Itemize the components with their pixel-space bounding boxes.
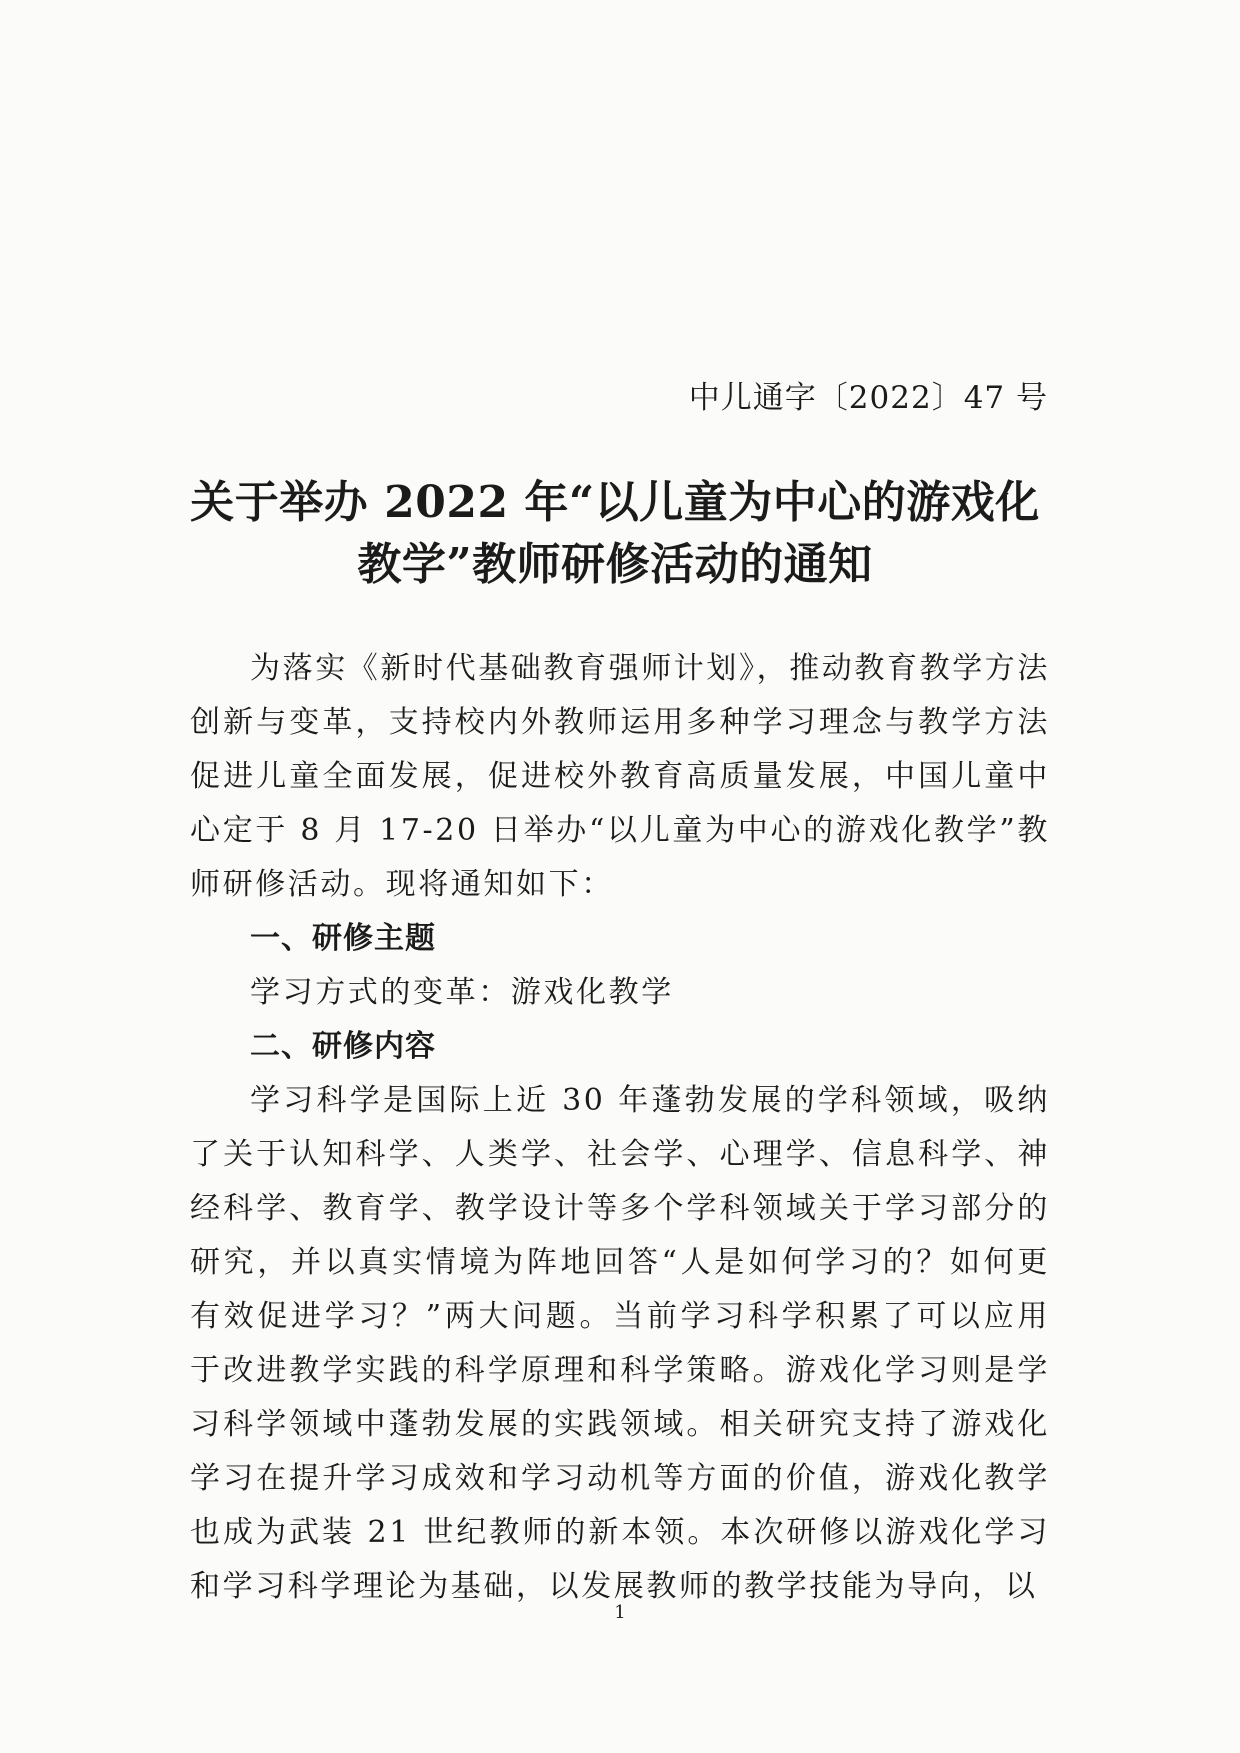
document-number: 中儿通字〔2022〕47 号 bbox=[688, 380, 1048, 416]
section-heading-theme: 一、研修主题 bbox=[250, 921, 436, 956]
document-body bbox=[190, 642, 1050, 1614]
section-text-theme: 学习方式的变革：游戏化教学 bbox=[250, 975, 674, 1010]
intro-paragraph: 为落实《新时代基础教育强师计划》，推动教育教学方法创新与变革，支持校内外教师运用多种学习理念与教学方法促进儿童全面发展，促进校外教育高质量发展，中国儿童中心定于 8 月 17-20 日举办“以儿童为中心的游戏化教学”教师研修活动。现将通知如下： bbox=[190, 651, 1050, 902]
page-number: 1 bbox=[614, 1602, 626, 1623]
section-text-content: 学习科学是国际上近 30 年蓬勃发展的学科领域，吸纳了关于认知科学、人类学、社会学、心理学、信息科学、神经科学、教育学、教学设计等多个学科领域关于学习部分的研究，并以真实情境为阵地回答“人是如何学习的？如何更有效促进学习？”两大问题。当前学习科学积累了可以应用于改进教学实践的科学原理和科学策略。游戏化学习则是学习科学领域中蓬勃发展的实践领域。相关研究支持了游戏化学习在提升学习成效和学习动机等方面的价值，游戏化教学也成为武装 21 世纪教师的新本领。本次研修以游戏化学习和学习科学理论为基础，以发展教师的教学技能为导向，以 bbox=[190, 1083, 1050, 1604]
section-heading-content: 二、研修内容 bbox=[250, 1029, 436, 1064]
document-title-line-1: 关于举办 2022 年“以儿童为中心的游戏化 bbox=[190, 477, 1040, 528]
document-title-line-2: 教学”教师研修活动的通知 bbox=[357, 539, 873, 590]
